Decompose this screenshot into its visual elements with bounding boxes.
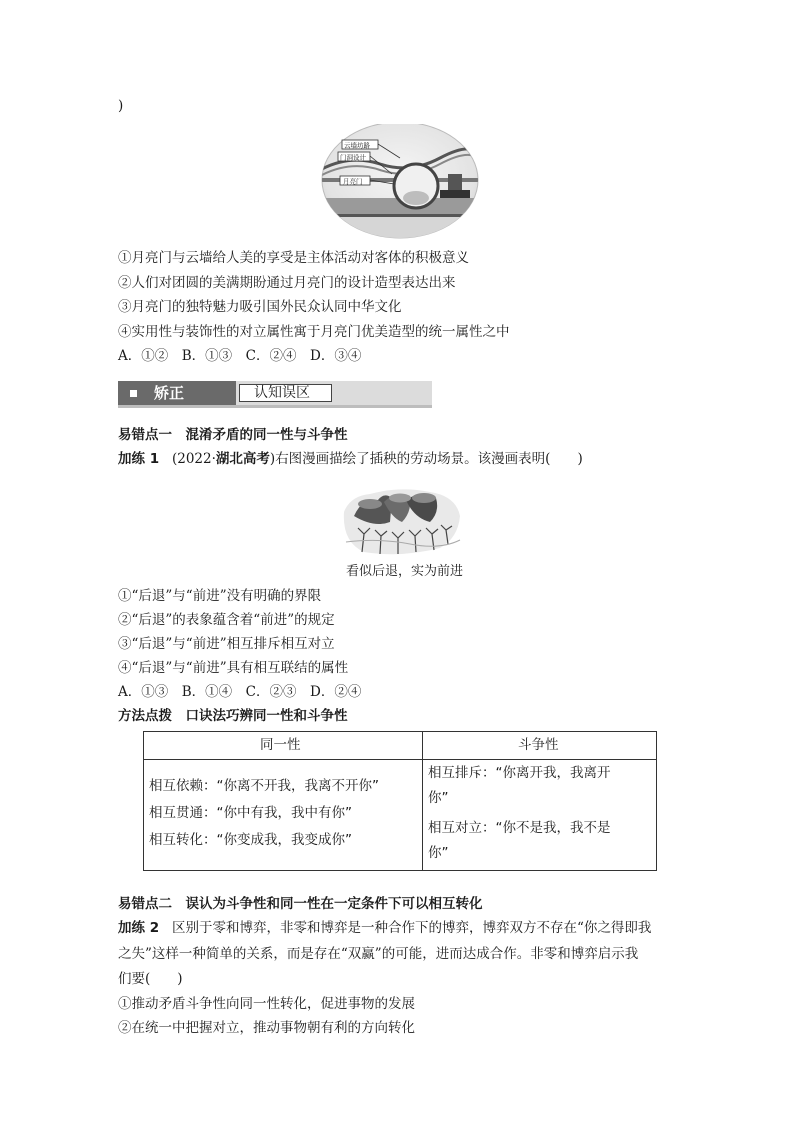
banner-subtitle: 认知误区	[254, 385, 310, 401]
moon-gate-illustration	[320, 124, 480, 242]
error1-choices: A．①③ B．①④ C．②③ D．②④	[118, 684, 362, 700]
table-right-row-2-cont: 你”	[428, 845, 449, 861]
error1-source-close: )	[269, 451, 276, 467]
error1-option-2: ②“后退”的表象蕴含着“前进”的规定	[118, 612, 335, 628]
error1-source-open: (2022·	[171, 451, 216, 467]
table-left-row-1: 相互依赖：“你离不开我，我离不开你”	[149, 778, 379, 794]
method-heading: 方法点拨 口诀法巧辨同一性和斗争性	[118, 708, 348, 724]
error1-source: 湖北高考	[215, 451, 270, 467]
error1-stem: 右图漫画描绘了插秧的劳动场景。该漫画表明( )	[275, 451, 583, 467]
q1-choices: A．①② B．①③ C．②④ D．③④	[118, 348, 362, 364]
square-bullet-icon	[130, 390, 137, 397]
figure-label-design: 门洞设计	[340, 153, 366, 162]
error1-option-4: ④“后退”与“前进”具有相互联结的属性	[118, 660, 349, 676]
figure-label-gate: 月亮门	[343, 177, 363, 186]
cartoon-caption: 看似后退，实为前进	[346, 564, 464, 579]
table-header-identity: 同一性	[260, 737, 301, 753]
table-left-row-2: 相互贯通：“你中有我，我中有你”	[149, 805, 352, 821]
q1-option-4: ④实用性与装饰性的对立属性寓于月亮门优美造型的统一属性之中	[118, 324, 510, 340]
rice-planting-cartoon	[340, 482, 462, 560]
error1-label: 加练 1	[118, 451, 160, 467]
error1-heading: 易错点一 混淆矛盾的同一性与斗争性	[118, 427, 348, 443]
q1-option-2: ②人们对团圆的美满期盼通过月亮门的设计造型表达出来	[118, 275, 456, 291]
error1-option-1: ①“后退”与“前进”没有明确的界限	[118, 588, 322, 604]
error2-question-line-1	[118, 918, 651, 938]
table-left-row-3: 相互转化：“你变成我，我变成你”	[149, 832, 352, 848]
q1-option-3: ③月亮门的独特魅力吸引国外民众认同中华文化	[118, 299, 402, 315]
section-banner	[118, 381, 432, 405]
error2-stem-3: 们要( )	[118, 971, 183, 987]
error1-option-3: ③“后退”与“前进”相互排斥相互对立	[118, 636, 335, 652]
q1-option-1: ①月亮门与云墙给人美的享受是主体活动对客体的积极意义	[118, 250, 469, 266]
identity-struggle-table	[143, 731, 657, 871]
error2-option-2: ②在统一中把握对立，推动事物朝有利的方向转化	[118, 1020, 415, 1036]
table-header-struggle: 斗争性	[518, 737, 559, 753]
error2-stem-2: 之失”这样一种简单的关系，而是存在“双赢”的可能，进而达成合作。非零和博弈启示我	[118, 946, 639, 962]
table-right-row-1: 相互排斥：“你离开我，我离开	[428, 765, 611, 781]
banner-title: 矫正	[154, 384, 185, 402]
table-right-row-2: 相互对立：“你不是我，我不是	[428, 820, 611, 836]
error2-label: 加练 2	[118, 920, 160, 936]
error2-stem-1: 区别于零和博弈，非零和博弈是一种合作下的博弈，博弈双方不存在“你之得即我	[171, 920, 652, 936]
error2-heading: 易错点二 误认为斗争性和同一性在一定条件下可以相互转化	[118, 896, 483, 912]
table-right-row-1-cont: 你”	[428, 790, 449, 806]
error2-option-1: ①推动矛盾斗争性向同一性转化，促进事物的发展	[118, 996, 415, 1012]
figure-label-wall: 云墙坊路	[344, 141, 370, 150]
error1-question-stem	[118, 449, 583, 469]
question-stem-fragment: )	[118, 98, 124, 114]
